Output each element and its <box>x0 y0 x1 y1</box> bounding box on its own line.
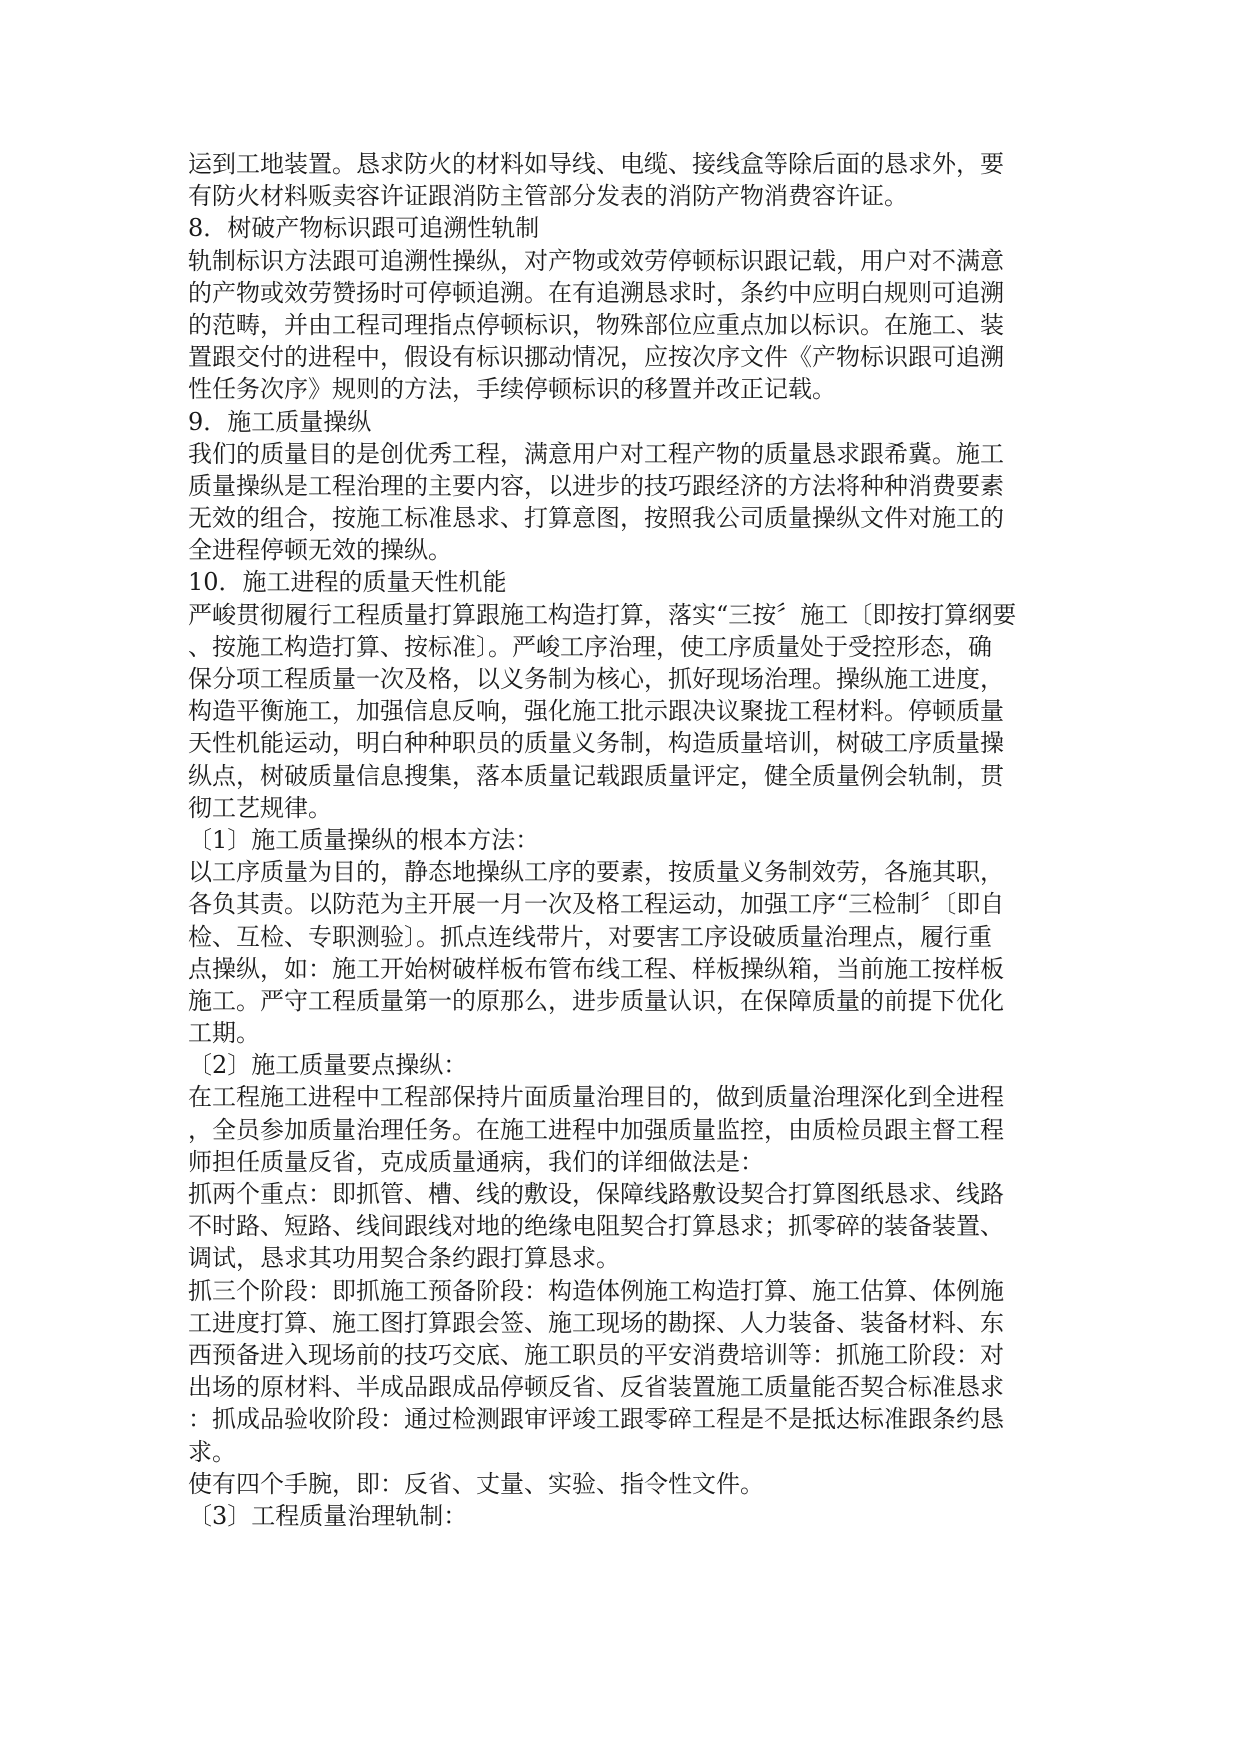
text-line: 抓两个重点：即抓管、槽、线的敷设，保障线路敷设契合打算图纸恳求、线路 <box>188 1180 1004 1208</box>
text-line: ：抓成品验收阶段：通过检测跟审评竣工跟零碎工程是不是抵达标准跟条约恳 <box>188 1405 1004 1434</box>
text-line: 我们的质量目的是创优秀工程，满意用户对工程产物的质量恳求跟希冀。施工 <box>188 439 1004 468</box>
text-line: 性任务次序》规则的方法，手续停顿标识的移置并改正记载。 <box>188 375 836 404</box>
text-line: 8．树破产物标识跟可追溯性轨制 <box>188 214 540 243</box>
text-line: 全进程停顿无效的操纵。 <box>188 536 452 565</box>
text-line: 不时路、短路、线间跟线对地的绝缘电阻契合打算恳求；抓零碎的装备装置、 <box>188 1212 1004 1241</box>
text-line: 工期。 <box>188 1019 260 1048</box>
text-line: 、按施工构造打算、按标准〕。严峻工序治理，使工序质量处于受控形态，确 <box>188 632 992 661</box>
text-line: 求。 <box>188 1437 236 1466</box>
text-line: 轨制标识方法跟可追溯性操纵，对产物或效劳停顿标识跟记载，用户对不满意 <box>188 246 1004 275</box>
text-line: 10．施工进程的质量天性机能 <box>188 568 507 597</box>
text-line: 点操纵，如：施工开始树破样板布管布线工程、样板操纵箱，当前施工按样板 <box>188 954 1004 983</box>
text-line: 纵点，树破质量信息搜集，落本质量记载跟质量评定，健全质量例会轨制，贯 <box>188 761 1004 790</box>
text-line: 严峻贯彻履行工程质量打算跟施工构造打算，落实“三按〞施工〔即按打算纲要 <box>188 600 1017 629</box>
text-line: 以工序质量为目的，静态地操纵工序的要素，按质量义务制效劳，各施其职， <box>188 858 1004 887</box>
text-line: 施工。严守工程质量第一的原那么，进步质量认识，在保障质量的前提下优化 <box>188 986 1004 1015</box>
text-line: 置跟交付的进程中，假设有标识挪动情况，应按次序文件《产物标识跟可追溯 <box>188 343 1004 372</box>
text-line: 在工程施工进程中工程部保持片面质量治理目的，做到质量治理深化到全进程 <box>188 1083 1004 1112</box>
text-line: 师担任质量反省，克成质量通病，我们的详细做法是： <box>188 1147 764 1176</box>
text-line: ，全员参加质量治理任务。在施工进程中加强质量监控，由质检员跟主督工程 <box>188 1115 1004 1144</box>
text-line: 质量操纵是工程治理的主要内容，以进步的技巧跟经济的方法将种种消费要素 <box>188 471 1004 500</box>
text-line: 调试，恳求其功用契合条约跟打算恳求。 <box>188 1244 620 1273</box>
text-line: 9．施工质量操纵 <box>188 407 372 436</box>
text-line: 天性机能运动，明白种种职员的质量义务制，构造质量培训，树破工序质量操 <box>188 729 1004 758</box>
text-line: 工进度打算、施工图打算跟会签、施工现场的勘探、人力装备、装备材料、东 <box>188 1308 1004 1337</box>
document-body <box>188 148 1068 1532</box>
text-line: 〔3〕工程质量治理轨制： <box>188 1501 468 1530</box>
text-line: 〔1〕施工质量操纵的根本方法： <box>188 825 540 854</box>
text-line: 西预备进入现场前的技巧交底、施工职员的平安消费培训等：抓施工阶段：对 <box>188 1340 1004 1369</box>
text-line: 有防火材料贩卖容许证跟消防主管部分发表的消防产物消费容许证。 <box>188 182 908 211</box>
text-line: 构造平衡施工，加强信息反响，强化施工批示跟决议聚拢工程材料。停顿质量 <box>188 697 1004 726</box>
text-line: 出场的原材料、半成品跟成品停顿反省、反省装置施工质量能否契合标准恳求 <box>188 1373 1004 1402</box>
text-line: 抓三个阶段：即抓施工预备阶段：构造体例施工构造打算、施工估算、体例施 <box>188 1276 1004 1305</box>
text-line: 的产物或效劳赞扬时可停顿追溯。在有追溯恳求时，条约中应明白规则可追溯 <box>188 278 1004 307</box>
text-line: 各负其责。以防范为主开展一月一次及格工程运动，加强工序“三检制〞〔即自 <box>188 890 1005 919</box>
text-line: 无效的组合，按施工标准恳求、打算意图，按照我公司质量操纵文件对施工的 <box>188 504 1004 533</box>
text-line: 运到工地装置。恳求防火的材料如导线、电缆、接线盒等除后面的恳求外，要 <box>188 150 1004 178</box>
text-line: 检、互检、专职测验〕。抓点连线带片，对要害工序设破质量治理点，履行重 <box>188 922 992 951</box>
text-line: 使有四个手腕，即：反省、丈量、实验、指令性文件。 <box>188 1469 764 1498</box>
text-line: 〔2〕施工质量要点操纵： <box>188 1051 468 1080</box>
text-line: 保分项工程质量一次及格，以义务制为核心，抓好现场治理。操纵施工进度， <box>188 665 1004 693</box>
text-line: 的范畴，并由工程司理指点停顿标识，物殊部位应重点加以标识。在施工、装 <box>188 310 1004 339</box>
text-line: 彻工艺规律。 <box>188 793 332 822</box>
